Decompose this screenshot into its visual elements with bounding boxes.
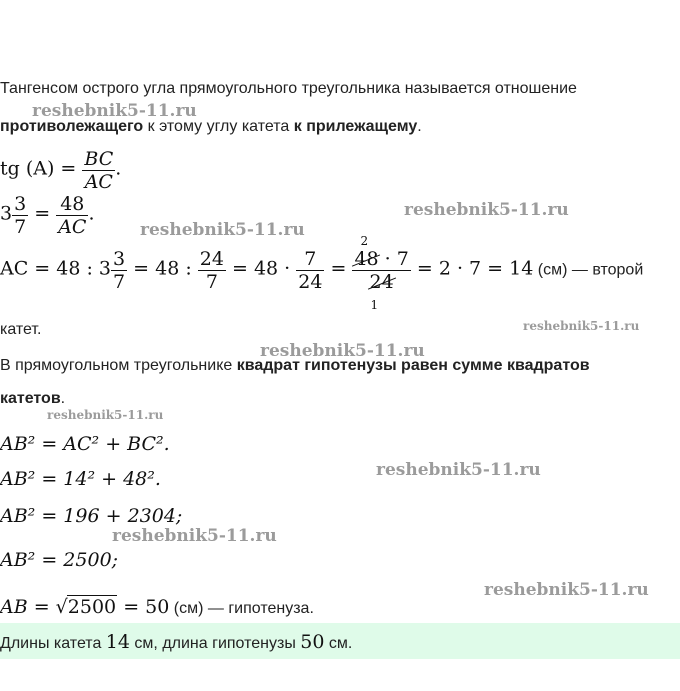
fraction-7-24: $\frac{7}{24}$ — [298, 248, 323, 293]
fraction-cancel: 48 · 7 24 2 1 — [354, 234, 409, 312]
watermark: reshebnik5-11.ru — [140, 220, 305, 240]
fraction-bc-ac: $\frac{BC}{AC}$ — [84, 148, 114, 193]
definition-line-2: противолежащего к этому углу катета к прилежащему. — [0, 118, 422, 135]
watermark: reshebnik5-11.ru — [32, 101, 197, 121]
formula-equation: 3 $\frac{3}{7}$ = $\frac{48}{AC}$ . — [0, 193, 95, 238]
equation-2: AB² = 14² + 48². — [0, 468, 161, 490]
watermark: reshebnik5-11.ru — [484, 580, 649, 600]
mixed-fraction: $\frac{3}{7}$ — [14, 193, 27, 238]
fraction-48-ac: $\frac{48}{AC}$ — [58, 193, 87, 238]
fraction-24-7: $\frac{24}{7}$ — [199, 248, 224, 293]
equation-5: AB = √2500 = 50 (см) — гипотенуза. — [0, 596, 314, 618]
watermark: reshebnik5-11.ru — [260, 341, 425, 361]
equation-4: AB² = 2500; — [0, 549, 119, 571]
pythagoras-line-1: В прямоугольном треугольнике квадрат гипотенузы равен сумме квадратов — [0, 357, 590, 374]
answer-text: Длины катета 14 см, длина гипотенузы 50 см. — [0, 631, 353, 653]
watermark: reshebnik5-11.ru — [112, 526, 277, 546]
formula-tangent: tg (A) = $\frac{BC}{AC}$ . — [0, 148, 122, 193]
watermark: reshebnik5-11.ru — [523, 319, 640, 333]
watermark: reshebnik5-11.ru — [376, 460, 541, 480]
answer-box — [0, 623, 680, 659]
cancel-top: 2 — [360, 234, 369, 248]
cancel-bottom: 1 — [370, 298, 379, 312]
watermark: reshebnik5-11.ru — [47, 408, 164, 422]
bold-adjacent: к прилежащему — [293, 118, 418, 135]
formula-ac: AC = 48 : 3 $\frac{3}{7}$ = 48 : $\frac{24}{7}$ = 48 · $\frac{7}{24}$ = 48 · 7 24 2 1 = 2 · 7 = 14 (см) — второй — [0, 234, 644, 312]
definition-line-1: Тангенсом острого угла прямоугольного треугольника называется отношение — [0, 80, 577, 97]
equation-1: AB² = AC² + BC². — [0, 433, 170, 455]
pythagoras-line-2: катетов. — [0, 390, 66, 407]
equation-3: AB² = 196 + 2304; — [0, 505, 183, 527]
fraction-3-7: $\frac{3}{7}$ — [113, 248, 126, 293]
bold-opposite: противолежащего — [0, 118, 144, 135]
watermark: reshebnik5-11.ru — [404, 200, 569, 220]
katet-continuation: катет. — [0, 321, 42, 338]
